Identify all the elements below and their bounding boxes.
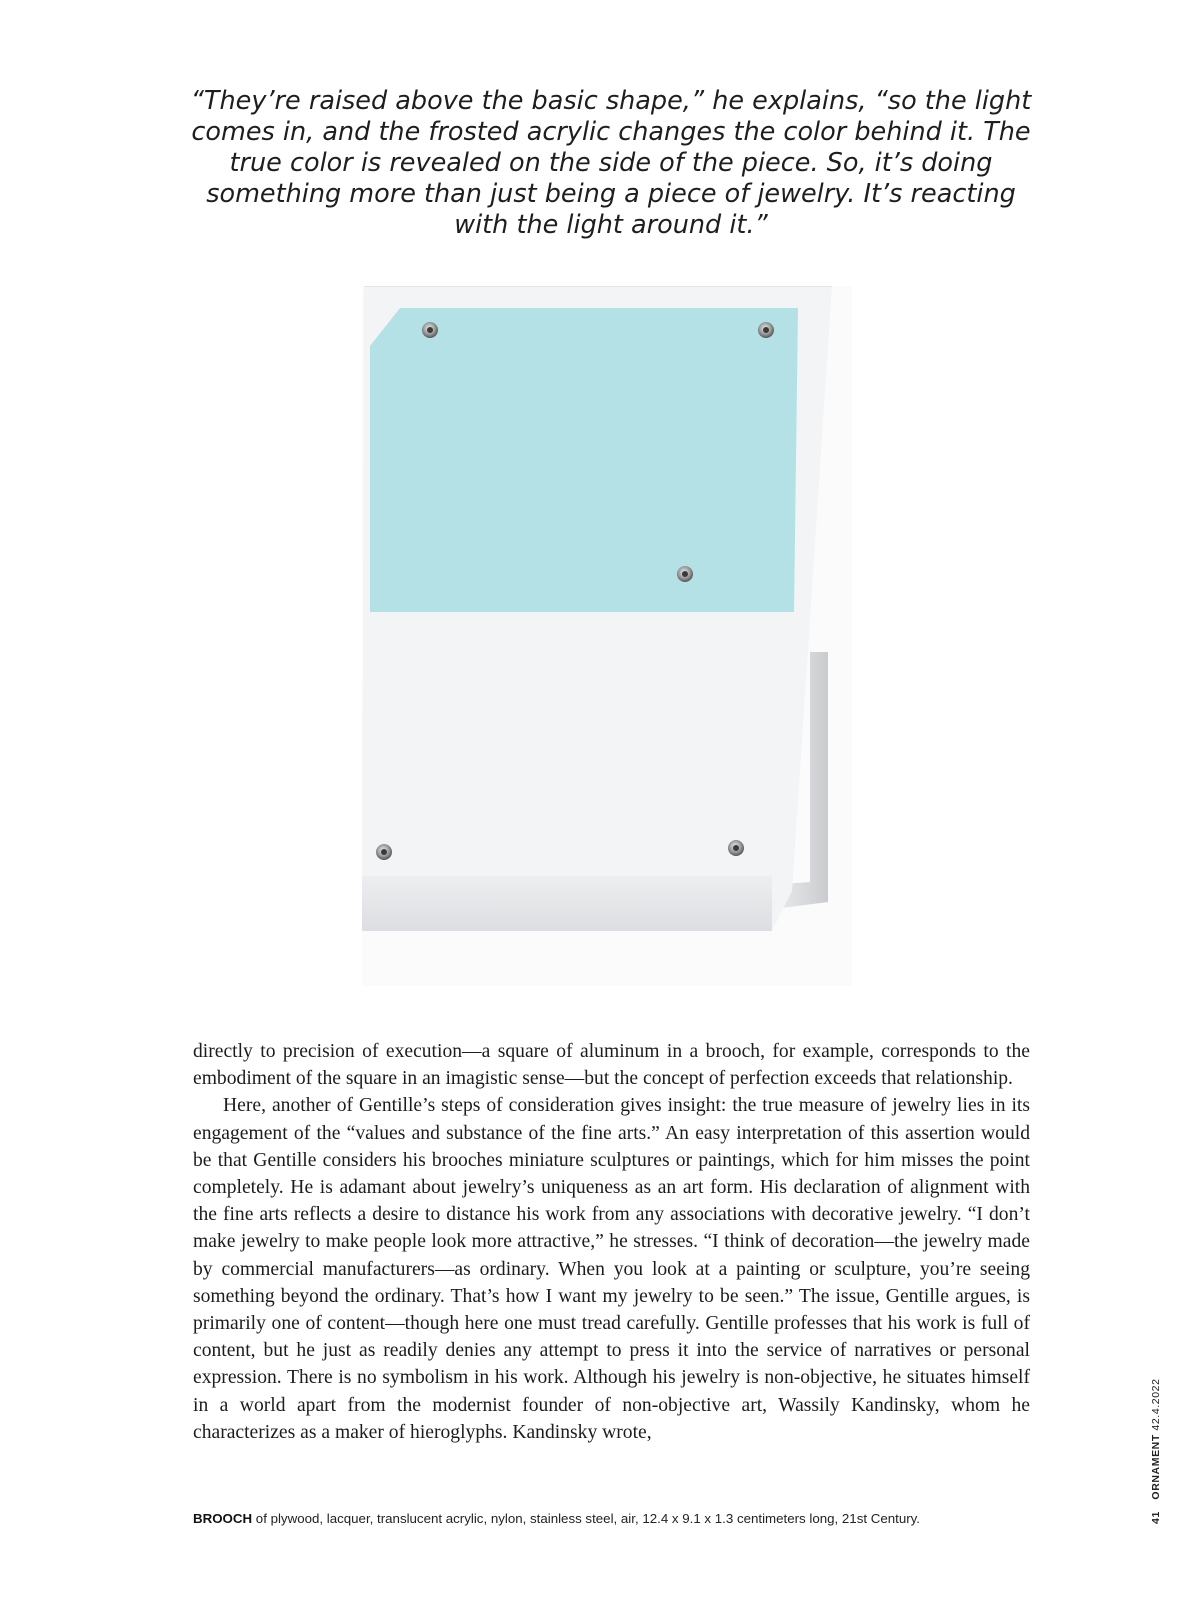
caption-text: of plywood, lacquer, translucent acrylic, nylon, stainless steel, air, 12.4 x 9.1 x 1.3 centimeters long, 21st Century. bbox=[252, 1511, 920, 1526]
screw-icon bbox=[376, 844, 392, 860]
publication-name: ORNAMENT bbox=[1150, 1434, 1162, 1500]
body-paragraph: directly to precision of execution—a square of aluminum in a brooch, for example, corresponds to the embodiment of the square in an imagistic sense—but the concept of perfection exceeds that relationship. bbox=[193, 1041, 1030, 1090]
page-folio bbox=[1150, 1378, 1162, 1524]
photo-caption bbox=[193, 1511, 1053, 1526]
brooch-illustration bbox=[362, 286, 852, 1006]
body-paragraph: Here, another of Gentille’s steps of consideration gives insight: the true measure of jewelry lies in its engagement of the “values and substance of the fine arts.” An easy interpretation of this assertion would be that Gentille considers his brooches miniature sculptures or paintings, which for him misses the point completely. He is adamant about jewelry’s uniqueness as an art form. His declaration of alignment with the fine arts reflects a desire to distance his work from any associations with decorative jewelry. “I don’t make jewelry to make people look more attractive,” he stresses. “I think of decoration—the jewelry made by commercial manufacturers—as ordinary. When you look at a painting or sculpture, you’re seeing something beyond the ordinary. That’s how I want my jewelry to be seen.” The issue, Gentille argues, is primarily one of content—though here one must tread carefully. Gentille professes that his work is full of content, but he just as readily denies any attempt to press it into the service of narratives or personal expression. There is no symbolism in his work. Although his jewelry is non-objective, he situates himself in a world apart from the modernist founder of non-objective art, Wassily Kandinsky, whom he characterizes as a maker of hieroglyphs. Kandinsky wrote, bbox=[193, 1095, 1030, 1443]
brooch-photo bbox=[362, 286, 852, 1006]
caption-lead: BROOCH bbox=[193, 1511, 253, 1526]
issue-number: 42.4.2022 bbox=[1150, 1378, 1162, 1431]
screw-icon bbox=[728, 840, 744, 856]
screw-icon bbox=[758, 322, 774, 338]
pull-quote: “They’re raised above the basic shape,” he explains, “so the light comes in, and the frosted acrylic changes the color behind it. The true color is revealed on the side of the piece. So, it’s doing something more than just being a piece of jewelry. It’s reacting with the light around it.” bbox=[190, 86, 1032, 240]
screw-icon bbox=[677, 566, 693, 582]
brooch-blue-panel bbox=[370, 308, 798, 612]
screw-icon bbox=[422, 322, 438, 338]
page-number: 41 bbox=[1150, 1511, 1162, 1524]
article-body bbox=[193, 1038, 1030, 1446]
brooch-bottom-edge bbox=[362, 876, 772, 931]
